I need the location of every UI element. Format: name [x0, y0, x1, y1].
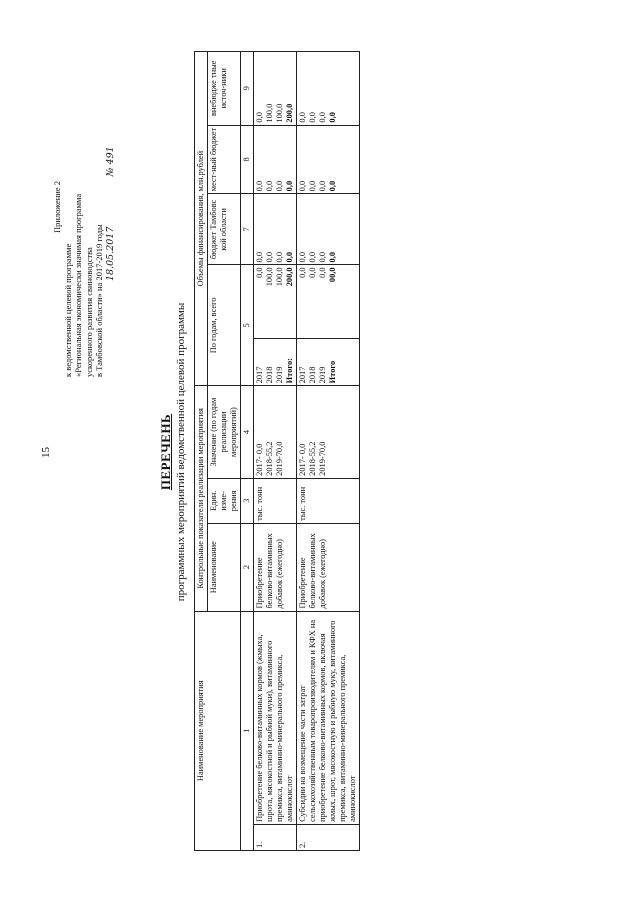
appendix-handwritten	[105, 37, 117, 377]
regional-budget-column	[297, 194, 360, 265]
appendix-line-4: ускоренного развития свиноводства	[83, 247, 94, 377]
col-number-3: 3	[241, 478, 254, 523]
total-label: Итого:	[285, 358, 294, 384]
local-2019: 0,0	[275, 180, 284, 192]
value-2019: 2019-70,0	[275, 441, 284, 476]
extra-budget-column	[254, 52, 297, 126]
header-local-budget: мест-ный бюджет	[208, 125, 241, 194]
header-extra-budget: внебюдже тные источ-ники	[208, 52, 241, 126]
total-2018: 0,0	[308, 267, 317, 278]
event-name: Приобретение белково-витаминных кормов (жмыха, шрота, мясокостной и рыбной муки), витаминного премикса, витаминно-минерального премикса, аминокислот	[254, 611, 297, 824]
extra-2017: 0,0	[298, 112, 307, 123]
year-2017: 2017	[298, 366, 307, 384]
year-2019: 2019	[275, 366, 284, 384]
year-2017: 2017	[255, 366, 264, 384]
regional-2018: 0,0	[308, 251, 317, 263]
col-number-8: 8	[241, 125, 254, 194]
page-number: 15	[40, 447, 52, 458]
col-number-5: 5	[241, 265, 254, 386]
value-2017: 2017- 0,0	[255, 443, 264, 476]
header-row-1	[195, 52, 208, 851]
regional-budget-column	[254, 194, 297, 265]
extra-2019: 0,0	[318, 112, 327, 123]
appendix-line-2: к ведомственной целевой программе	[62, 243, 73, 377]
column-number-row	[241, 52, 254, 851]
header-by-years: По годам, всего	[208, 265, 241, 386]
header-regional-budget: бюджет Тамбовс кой области	[208, 194, 241, 265]
year-2018: 2018	[308, 366, 317, 384]
rotated-content	[30, 27, 590, 877]
regional-sum: 0,0	[328, 251, 337, 263]
col-number-4: 4	[241, 386, 254, 478]
regional-sum: 0,0	[285, 251, 294, 263]
header-control-indicators: Контрольные показатели реализации мероприятия	[195, 386, 208, 611]
unit: тыс. тонн	[254, 478, 297, 523]
year-2018: 2018	[265, 366, 274, 384]
extra-sum: 200,0	[285, 103, 294, 123]
unit: тыс. тонн	[297, 478, 360, 523]
value-2018: 2018-55,2	[265, 441, 274, 476]
years-column	[254, 338, 297, 385]
indicator-name: Приобретение белково-витаминных добавок (ежегодно)	[254, 523, 297, 611]
extra-sum: 0,0	[328, 112, 337, 123]
appendix-line-3: «Региональная экономически значимая программа	[73, 193, 83, 377]
document-subtitle: программных мероприятий ведомственной целевой программы	[175, 302, 187, 602]
regional-2017: 0,0	[255, 251, 264, 263]
col-number-9: 9	[241, 52, 254, 126]
total-2019: 100,0	[275, 267, 284, 287]
total-2019: 0,0	[318, 267, 327, 278]
extra-2019: 100,0	[275, 103, 284, 123]
total-sum: 200,0	[285, 267, 294, 287]
year-2019: 2019	[318, 366, 327, 384]
years-column	[297, 338, 360, 385]
local-budget-column	[297, 125, 360, 194]
local-sum: 0,0	[328, 180, 337, 192]
total-2018: 100,0	[265, 267, 274, 287]
local-sum: 0,0	[285, 180, 294, 192]
indicator-name: Приобретение белково-витаминных добавок (ежегодно)	[297, 523, 360, 611]
extra-2018: 100,0	[265, 103, 274, 123]
local-2017: 0,0	[255, 180, 264, 192]
col-number-7: 7	[241, 194, 254, 265]
totals-column	[297, 265, 360, 338]
document-title: ПЕРЕЧЕНЬ	[158, 413, 173, 491]
indicator-values	[254, 386, 297, 478]
totals-column	[254, 265, 297, 338]
row-number: 2.	[297, 824, 360, 850]
header-indicator-name: Наименование	[208, 523, 241, 611]
regional-2017: 0,0	[298, 251, 307, 263]
value-2018: 2018-55,2	[308, 441, 317, 476]
appendix-line-1: Приложение 2	[52, 181, 62, 233]
local-budget-column	[254, 125, 297, 194]
value-2019: 2019-70,0	[318, 441, 327, 476]
local-2018: 0,0	[265, 180, 274, 192]
total-sum: 00,0	[328, 267, 337, 283]
total-label: Итого	[328, 360, 337, 384]
local-2018: 0,0	[308, 180, 317, 192]
col-number-2: 2	[241, 523, 254, 611]
header-event-name: Наименование мероприятия	[195, 611, 241, 850]
regional-2019: 0,0	[275, 251, 284, 263]
appendix-header	[52, 37, 116, 377]
header-unit: Един. изме-рения	[208, 478, 241, 523]
col-number-1: 1	[241, 611, 254, 850]
header-value: Значение (по годам реализации мероприятий)	[208, 386, 241, 478]
events-table	[194, 51, 360, 851]
row-number: 1.	[254, 824, 297, 850]
regional-2018: 0,0	[265, 251, 274, 263]
document-titles	[158, 27, 187, 877]
extra-2017: 0,0	[255, 112, 264, 123]
extra-2018: 0,0	[308, 112, 317, 123]
local-2019: 0,0	[318, 180, 327, 192]
value-2017: 2017- 0,0	[298, 443, 307, 476]
handwritten-number: № 491	[104, 146, 116, 177]
handwritten-date: 18.05.2017	[104, 226, 116, 281]
regional-2019: 0,0	[318, 251, 327, 263]
extra-budget-column	[297, 52, 360, 126]
event-name: Субсидии на возмещение части затрат сельскохозяйственным товаропроизводителям и КФХ на приобретение белково-витаминных кормов, включая жмых, шрот, мясокостную и рыбную муку, витаминного премикса, витаминно-минерального премикса, аминокислот	[297, 611, 360, 824]
appendix-line-5: в Тамбовской области» на 2017-2019 годы	[94, 224, 104, 377]
header-funding: Объемы финансирования, млн.рублей	[195, 52, 208, 386]
table-row	[254, 52, 297, 851]
total-2017: 0,0	[298, 267, 307, 278]
total-2017: 0,0	[255, 267, 264, 278]
table-row	[297, 52, 360, 851]
indicator-values	[297, 386, 360, 478]
local-2017: 0,0	[298, 180, 307, 192]
